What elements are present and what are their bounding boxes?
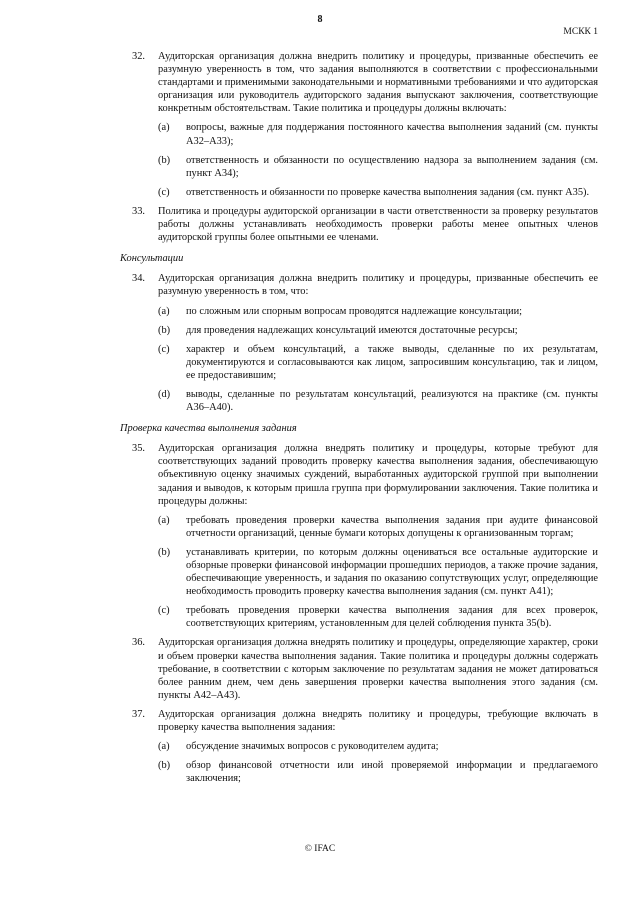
- list-item-letter: (b): [158, 760, 171, 772]
- list-item: [120, 740, 598, 753]
- list-item: [120, 388, 598, 414]
- list-item-text: ответственность и обязанности по проверке качества выполнения задания (см. пункт А35).: [186, 186, 590, 198]
- section-heading-review: Проверка качества выполнения задания: [120, 423, 297, 435]
- paragraph-number: 34.: [132, 273, 145, 285]
- list-item: [120, 343, 598, 382]
- list-item-letter: (b): [158, 546, 171, 558]
- list-item-letter: (b): [158, 324, 171, 336]
- list-item-text: требовать проведения проверки качества выполнения задания при аудите финансовой отчетности организаций, ценные бумаги которых допущены к организованным торгам;: [186, 514, 598, 539]
- list-item: [120, 186, 598, 199]
- list-item: [120, 121, 598, 147]
- paragraph-text: Аудиторская организация должна внедрить политику и процедуры, призванные обеспечить ее разумную уверенность в том, что задания выполняются в соответствии с профессиональными стандартами и применимыми законодательными и нормативными требованиями и что аудиторская организация или руководитель аудиторского задания выпускают заключения, соответствующие конкретным обстоятельствам. Такие политика и процедуры должны включать:: [158, 51, 598, 115]
- paragraph-text: Политика и процедуры аудиторской организации в части ответственности за проверку результатов работы должны устанавливать необходимость проверки работы менее опытных членов аудиторской группы более опытными ее членами.: [158, 205, 598, 244]
- section-heading-consultations: Консультации: [120, 253, 184, 265]
- list-item-text: вопросы, важные для поддержания постоянного качества выполнения заданий (см. пункты А32–А33);: [186, 122, 598, 147]
- list-item: [120, 759, 598, 785]
- list-item-letter: (c): [158, 605, 170, 617]
- paragraph-37: [120, 708, 598, 734]
- paragraph-number: 33.: [132, 205, 145, 217]
- paragraph-text: Аудиторская организация должна внедрять политику и процедуры, требующие включать в проверку качества выполнения задания:: [158, 708, 598, 734]
- list-item-letter: (a): [158, 305, 170, 317]
- paragraph-number: 37.: [132, 708, 145, 720]
- list-item-letter: (d): [158, 388, 171, 400]
- page-number: 8: [317, 14, 323, 25]
- list-item-letter: (b): [158, 154, 171, 166]
- paragraph-36: [120, 636, 598, 701]
- list-item-text: ответственность и обязанности по осуществлению надзора за выполнением задания (см. пункт А34);: [186, 154, 598, 179]
- paragraph-text: Аудиторская организация должна внедрять политику и процедуры, которые требуют для соответствующих заданий проводить проверку качества выполнения задания, обеспечивающую объективную оценку значимых суждений, выработанных аудиторской группой при выполнении задания и выводов, к которым пришла группа при формулировании заключения. Такие политика и процедуры должны:: [158, 443, 598, 507]
- list-item: [120, 546, 598, 598]
- list-item: [120, 305, 598, 318]
- list-item: [120, 514, 598, 540]
- list-item-letter: (a): [158, 122, 170, 134]
- paragraph-number: 35.: [132, 443, 145, 455]
- page-content: [120, 50, 598, 791]
- list-item-text: обзор финансовой отчетности или иной проверяемой информации и предлагаемого заключения;: [186, 760, 598, 785]
- paragraph-number: 32.: [132, 51, 145, 62]
- paragraph-34: [120, 272, 598, 298]
- list-item-letter: (c): [158, 186, 170, 198]
- list-item: [120, 154, 598, 180]
- list-item-text: устанавливать критерии, по которым должны оцениваться все остальные аудиторские и обзорные проверки финансовой информации прошедших периодов, а также прочие задания, обеспечивающие уверенность, и задания по оказанию сопутствующих услуг, определяющие необходимость проводить проверку качества выполнения задания (см. пункт А41);: [186, 546, 598, 598]
- list-item: [120, 604, 598, 630]
- list-item-text: обсуждение значимых вопросов с руководителем аудита;: [186, 741, 439, 753]
- list-item-text: для проведения надлежащих консультаций имеются достаточные ресурсы;: [186, 324, 518, 336]
- list-item-letter: (a): [158, 514, 170, 526]
- list-item-letter: (c): [158, 343, 170, 355]
- list-item: [120, 324, 598, 337]
- paragraph-32: [120, 50, 598, 115]
- paragraph-text: Аудиторская организация должна внедрять политику и процедуры, определяющие характер, сроки и объем проверки качества выполнения задания. Такие политика и процедуры должны содержать требование, в соответствии с которым заключение по результатам задания не может датироваться более ранним днем, чем день завершения проверки качества выполнения этого задания (см. пункты А42–А43).: [158, 637, 598, 701]
- list-item-text: выводы, сделанные по результатам консультаций, реализуются на практике (см. пункты А36–А40).: [186, 388, 598, 414]
- document-code: МСКК 1: [563, 27, 598, 37]
- paragraph-35: [120, 442, 598, 507]
- list-item-text: характер и объем консультаций, а также выводы, сделанные по их результатам, документируются и согласовываются как лицом, запросившим консультацию, так и лицом, ее предоставившим;: [186, 343, 598, 381]
- copyright-footer: © IFAC: [304, 844, 336, 854]
- paragraph-33: [120, 205, 598, 244]
- list-item-text: требовать проведения проверки качества выполнения задания для всех проверок, соответствующих критериям, установленным для целей соблюдения пункта 35(b).: [186, 605, 598, 630]
- paragraph-text: Аудиторская организация должна внедрить политику и процедуры, призванные обеспечить ее разумную уверенность в том, что:: [158, 273, 598, 298]
- paragraph-number: 36.: [132, 637, 145, 649]
- list-item-letter: (a): [158, 741, 170, 753]
- list-item-text: по сложным или спорным вопросам проводятся надлежащие консультации;: [186, 305, 523, 317]
